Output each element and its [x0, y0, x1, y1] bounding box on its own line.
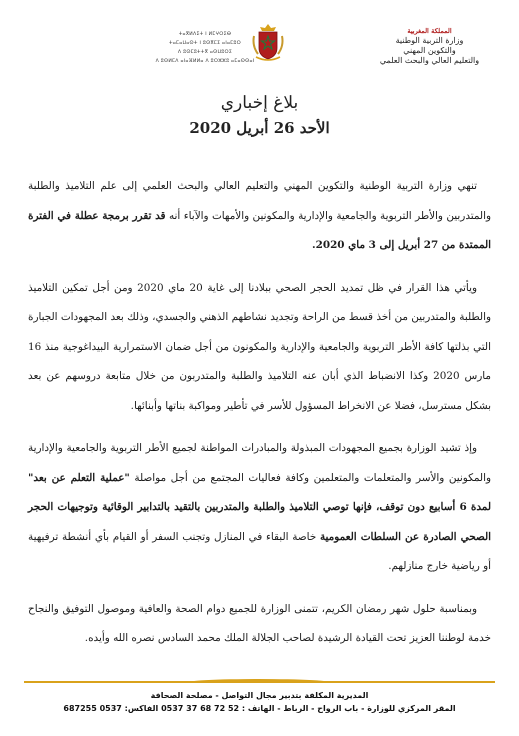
letterhead [0, 18, 519, 90]
tifinagh-line: ⴷ ⵓⵙⵍⵎⴷ ⴰⵏⴰⴼⵍⵍⴰ ⴷ ⵓⵔⵣⵣⵓ ⴰⵎⴰⵙⵙⴰⵏ [155, 59, 255, 64]
paragraph-text-end: خاصة البقاء في المنازل وتجنب السفر أو القيام بأي أنشطة ترفيهية أو رياضية خارج منازلهم. [28, 530, 491, 572]
paragraph-bold-text: قد تقرر برمجة عطلة في الفترة الممتدة من 27 أبريل إلى 3 ماي 2020. [28, 209, 491, 251]
footer-divider [24, 681, 495, 683]
footer-contact: المقر المركزي للوزارة - باب الرواح - الرباط - الهاتف : 52 72 68 37 0537 الفاكس: 0537 687255 [63, 704, 456, 713]
moroccan-emblem-icon [250, 22, 286, 62]
paragraph-1 [28, 172, 491, 261]
footer-department: المديرية المكلفة بتدبير مجال التواصل - مصلحة الصحافة [150, 691, 369, 700]
kingdom-label: المملكة المغربية [407, 27, 452, 35]
title-heading: بلاغ إخباري [220, 93, 299, 113]
title-date: الأحد 26 أبريل 2020 [189, 119, 330, 137]
paragraph-text: وإذ تشيد الوزارة بجميع المجهودات المبذولة والمبادرات المواطنة لجميع الأطر التربوية والجامعية والإدارية والمكونين والأسر والمتعلمات والمتعلمين وكافة فعاليات المجتمع من أجل مواصلة [28, 442, 491, 484]
paragraph-text: تنهي وزارة التربية الوطنية والتكوين المهني والتعليم العالي والبحث العلمي إلى علم التلاميذ والطلبة والمتدربين والأطر التربوية والجامعية والإدارية والمكونين والأمهات والآباء أنه [28, 180, 491, 222]
ministry-line: والتعليم العالي والبحث العلمي [379, 56, 480, 65]
document-title [0, 92, 519, 139]
tifinagh-line: ⵜⴰⴳⵍⴷⵉⵜ ⵏ ⵍⵎⵖⵔⵉⴱ [178, 32, 232, 37]
paragraph-3 [28, 434, 491, 582]
ministry-line: والتكوين المهني [403, 46, 456, 55]
footer [0, 689, 519, 716]
letterhead-tifinagh [150, 30, 260, 66]
paragraph-bold-text: "عملية التعلم عن بعد" لمدة 6 أسابيع دون توقف، فإنها توصي التلاميذ والطلبة والمتدربين بالتقيد بالتدابير الوقائية وتوجيهات الحجر الصحي الصادرة عن السلطات العمومية [28, 471, 491, 543]
paragraph-2: ويأتي هذا القرار في ظل تمديد الحجر الصحي ببلادنا إلى غاية 20 ماي 2020 ومن أجل تمكين التلاميذ والطلبة والمتدربين من أخذ قسط من الراحة وتجديد نشاطهم الذهني والجسدي، وذلك بعد المجهودات الجبارة التي بذلتها كافة الأطر التربوية والجامعية والإدارية والمكونون من أجل ضمان الاستمرارية البيداغوجية منذ 16 مارس 2020 وكذا الانضباط الذي أبان عنه التلاميذ والطلبة والمتدربون من خلال متابعة دروسهم عن بعد بشكل مسترسل، فضلا عن الانخراط المسؤول للأسر في تأطير ومواكبة بناتها وأبنائها. [28, 281, 491, 412]
paragraph-4: وبمناسبة حلول شهر رمضان الكريم، تتمنى الوزارة للجميع دوام الصحة والعافية وموصول التوفيق والنجاح خدمة لوطننا العزيز تحت القيادة الرشيدة لصاحب الجلالة الملك محمد السادس نصره الله وأيده. [28, 602, 491, 644]
document-body [28, 172, 491, 667]
letterhead-ministry [352, 26, 507, 66]
ministry-line: وزارة التربية الوطنية [395, 36, 464, 45]
tifinagh-line: ⴷ ⵓⵙⵎⵓⵜⵜⴳ ⴰⵙⵡⵓⵔⵉ [177, 50, 233, 55]
tifinagh-line: ⵜⴰⵎⴰⵡⴰⵙⵜ ⵏ ⵓⵙⴳⵎⵉ ⴰⵏⴰⵎⵓⵔ [169, 41, 241, 46]
